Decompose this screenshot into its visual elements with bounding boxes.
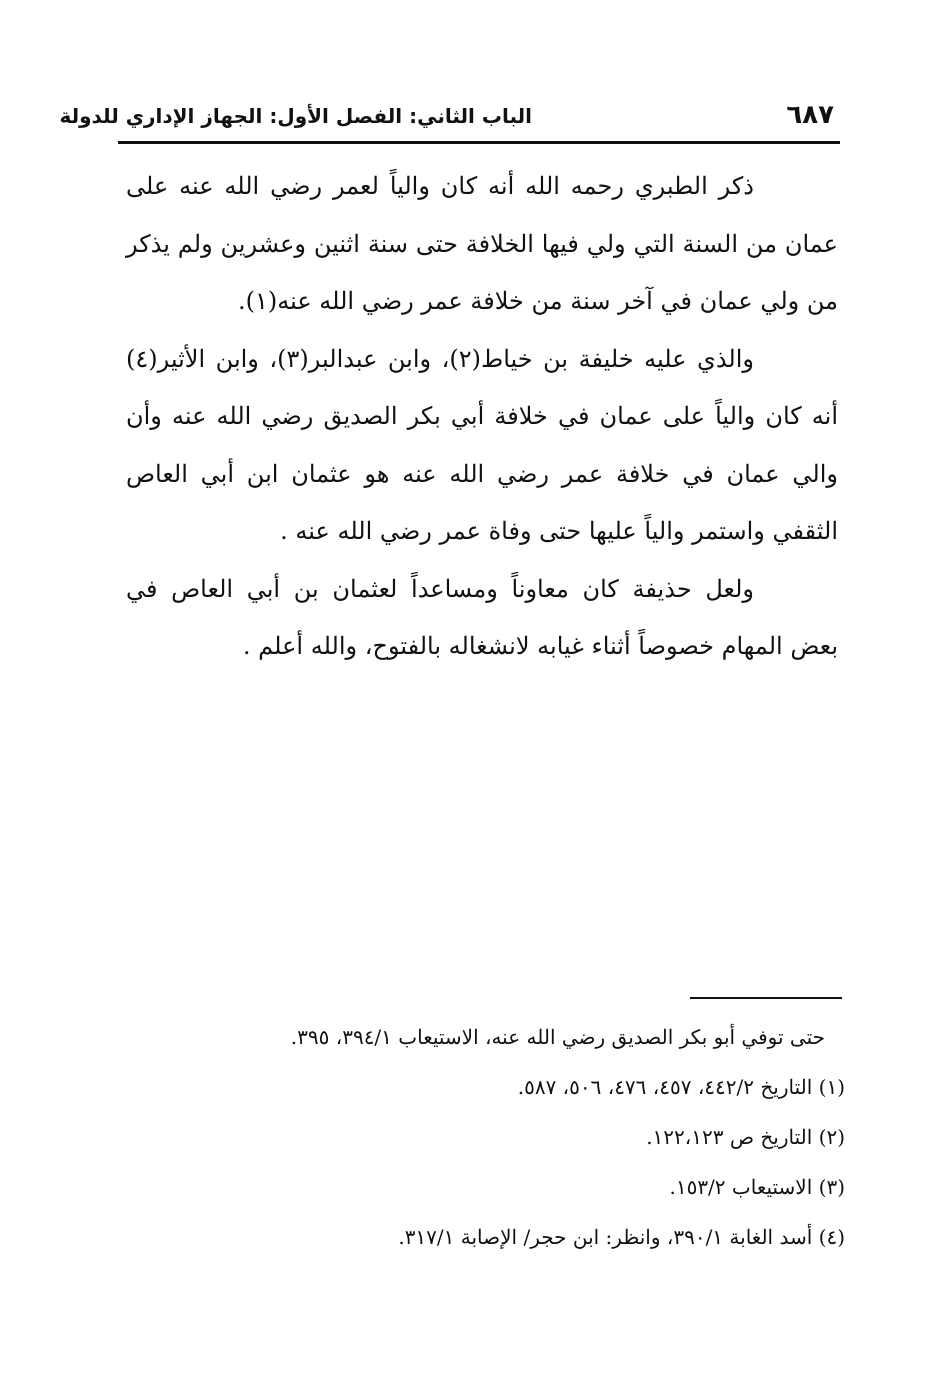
running-header-title: الباب الثاني: الفصل الأول: الجهاز الإداري للدولة [59,104,532,128]
footnote: (١) التاريخ ٤٤٢/٢، ٤٥٧، ٤٧٦، ٥٠٦، ٥٨٧. [517,1075,845,1099]
footnote: (٢) التاريخ ص ١٢٢،١٢٣. [646,1125,845,1149]
body-paragraph: ذكر الطبري رحمه الله أنه كان والياً لعمر رضي الله عنه على عمان من السنة التي ولي فيها الخلافة حتى سنة اثنين وعشرين ولم يذكر من ولي عمان في آخر سنة من خلافة عمر رضي الله عنه(١). [126,172,838,315]
page-number: ٦٨٧ [786,100,834,130]
footnotes [150,1012,845,1262]
footnote-divider [690,997,842,999]
footnote: (٣) الاستيعاب ١٥٣/٢. [669,1175,845,1199]
main-text [126,158,838,676]
footnote-continuation: حتى توفي أبو بكر الصديق رضي الله عنه، الاستيعاب ٣٩٤/١، ٣٩٥. [290,1025,825,1049]
header-divider [118,141,840,144]
body-paragraph: والذي عليه خليفة بن خياط(٢)، وابن عبدالبر(٣)، وابن الأثير(٤) أنه كان والياً على عمان في خلافة أبي بكر الصديق رضي الله عنه وأن والي عمان في خلافة عمر رضي الله عنه هو عثمان ابن أبي العاص الثقفي واستمر والياً عليها حتى وفاة عمر رضي الله عنه . [126,344,838,545]
running-header [59,100,840,142]
footnote: (٤) أسد الغابة ٣٩٠/١، وانظر: ابن حجر/ الإصابة ٣١٧/١. [398,1225,845,1249]
body-paragraph: ولعل حذيفة كان معاوناً ومساعداً لعثمان بن أبي العاص في بعض المهام خصوصاً أثناء غيابه لانشغاله بالفتوح، والله أعلم . [126,574,838,660]
